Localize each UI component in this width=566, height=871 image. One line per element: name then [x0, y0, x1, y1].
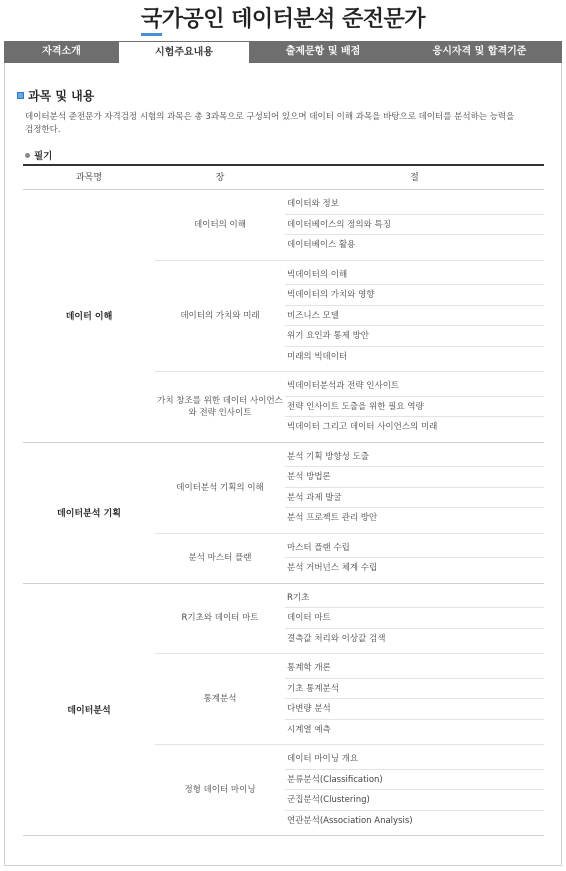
subject-row: [23, 443, 544, 584]
chapter-list: [155, 443, 544, 583]
chapter-name: 분석 마스터 플랜: [188, 553, 252, 563]
subjects-table: [23, 164, 544, 836]
section-list: [285, 190, 544, 260]
page-title-rest: 가공인 데이터분석 준전문가: [161, 7, 426, 32]
page-title: [0, 2, 566, 33]
section-list: [285, 372, 544, 442]
content-panel: [4, 63, 562, 866]
tab-bar: [4, 41, 562, 63]
section-item: 데이터 마이닝 개요: [285, 749, 544, 770]
chapter-row: [155, 190, 544, 260]
written-exam-heading: [25, 148, 52, 162]
section-item: R기초: [285, 588, 544, 609]
chapter-row: [155, 653, 544, 744]
chapter-list: [155, 584, 544, 836]
section-item: 군집분석(Clustering): [285, 790, 544, 811]
section-item: 비즈니스 모델: [285, 306, 544, 327]
chapter-row: [155, 744, 544, 835]
subject-name: 데이터분석 기획: [57, 509, 121, 519]
chapter-list: [155, 190, 544, 442]
tab-questions-scoring[interactable]: 출제문항 및 배점: [285, 46, 361, 57]
tab-qualification-intro[interactable]: 자격소개: [42, 46, 81, 57]
section-item: 분류분석(Classification): [285, 770, 544, 791]
chapter-row: [155, 260, 544, 372]
tab-eligibility-criteria[interactable]: 응시자격 및 합격기준: [432, 46, 527, 57]
section-list: [285, 654, 544, 744]
section-item: 다변량 분석: [285, 699, 544, 720]
section-item: 위기 요인과 통제 방안: [285, 326, 544, 347]
subject-name: 데이터 이해: [65, 312, 113, 323]
section-description: 데이터분석 준전문가 자격검정 시험의 과목은 총 3과목으로 구성되어 있으며 데이터 이해 과목을 바탕으로 데이터를 분석하는 능력을 검정한다.: [25, 112, 515, 135]
subject-row: [23, 190, 544, 443]
section-item: 결측값 처리와 이상값 검색: [287, 633, 386, 644]
header-chapter: 장: [215, 173, 225, 183]
section-item: 분석 기획 방향성 도출: [285, 447, 544, 468]
chapter-row: [155, 443, 544, 533]
section-list: [285, 745, 544, 835]
page-title-first-char: 국: [141, 7, 162, 36]
section-item: 기초 통계분석: [285, 679, 544, 700]
section-item: 연관분석(Association Analysis): [287, 815, 413, 826]
header-section: 절: [410, 173, 419, 183]
section-item: 통계학 개론: [285, 658, 544, 679]
chapter-name: 가치 창조를 위한 데이터 사이언스와 전략 인사이트: [157, 395, 283, 418]
chapter-name: R기초와 데이터 마트: [181, 613, 259, 624]
section-item: 빅데이터분석과 전략 인사이트: [285, 376, 544, 397]
section-item: 데이터와 정보: [285, 194, 544, 215]
bullet-square-icon: [17, 92, 24, 99]
section-item: 전략 인사이트 도출을 위한 필요 역량: [285, 397, 544, 418]
subject-name: 데이터분석: [67, 705, 111, 716]
section-list: [285, 261, 544, 372]
section-item: 분석 거버넌스 체계 수립: [287, 563, 378, 573]
section-item: 미래의 빅데이터: [287, 351, 348, 362]
header-subject: 과목명: [75, 173, 103, 183]
bullet-dot-icon: [25, 153, 30, 158]
section-item: 데이터베이스 활용: [287, 240, 356, 250]
section-item: 빅데이터의 가치와 영향: [285, 285, 544, 306]
section-item: 데이터 마트: [285, 608, 544, 629]
section-item: 빅데이터 그리고 데이터 사이언스의 미래: [287, 422, 438, 432]
section-item: 분석 과제 발굴: [285, 488, 544, 509]
chapter-name: 데이터의 가치와 미래: [180, 310, 260, 321]
section-list: [285, 584, 544, 654]
chapter-row: [155, 371, 544, 442]
chapter-row: [155, 533, 544, 583]
section-heading-text: 과목 및 내용: [28, 89, 95, 103]
written-exam-heading-text: 필기: [34, 151, 53, 162]
chapter-name: 정형 데이터 마이닝: [184, 785, 256, 795]
section-item: 데이터베이스의 정의와 특징: [285, 215, 544, 236]
section-item: 마스터 플랜 수립: [285, 538, 544, 559]
page-header: [0, 0, 566, 40]
table-header-row: [23, 164, 544, 190]
chapter-name: 데이터분석 기획의 이해: [176, 482, 264, 493]
tab-exam-content[interactable]: 시험주요내용: [119, 41, 249, 64]
section-item: 분석 방법론: [285, 467, 544, 488]
section-heading: [17, 87, 94, 104]
section-list: [285, 443, 544, 533]
section-item: 시계열 예측: [287, 724, 331, 735]
section-item: 분석 프로젝트 관리 방안: [287, 513, 378, 523]
section-item: 빅데이터의 이해: [285, 265, 544, 286]
chapter-name: 통계분석: [203, 694, 237, 704]
subject-row: [23, 584, 544, 837]
table-body: [23, 190, 544, 836]
chapter-row: [155, 584, 544, 654]
section-list: [285, 534, 544, 583]
chapter-name: 데이터의 이해: [194, 219, 246, 230]
